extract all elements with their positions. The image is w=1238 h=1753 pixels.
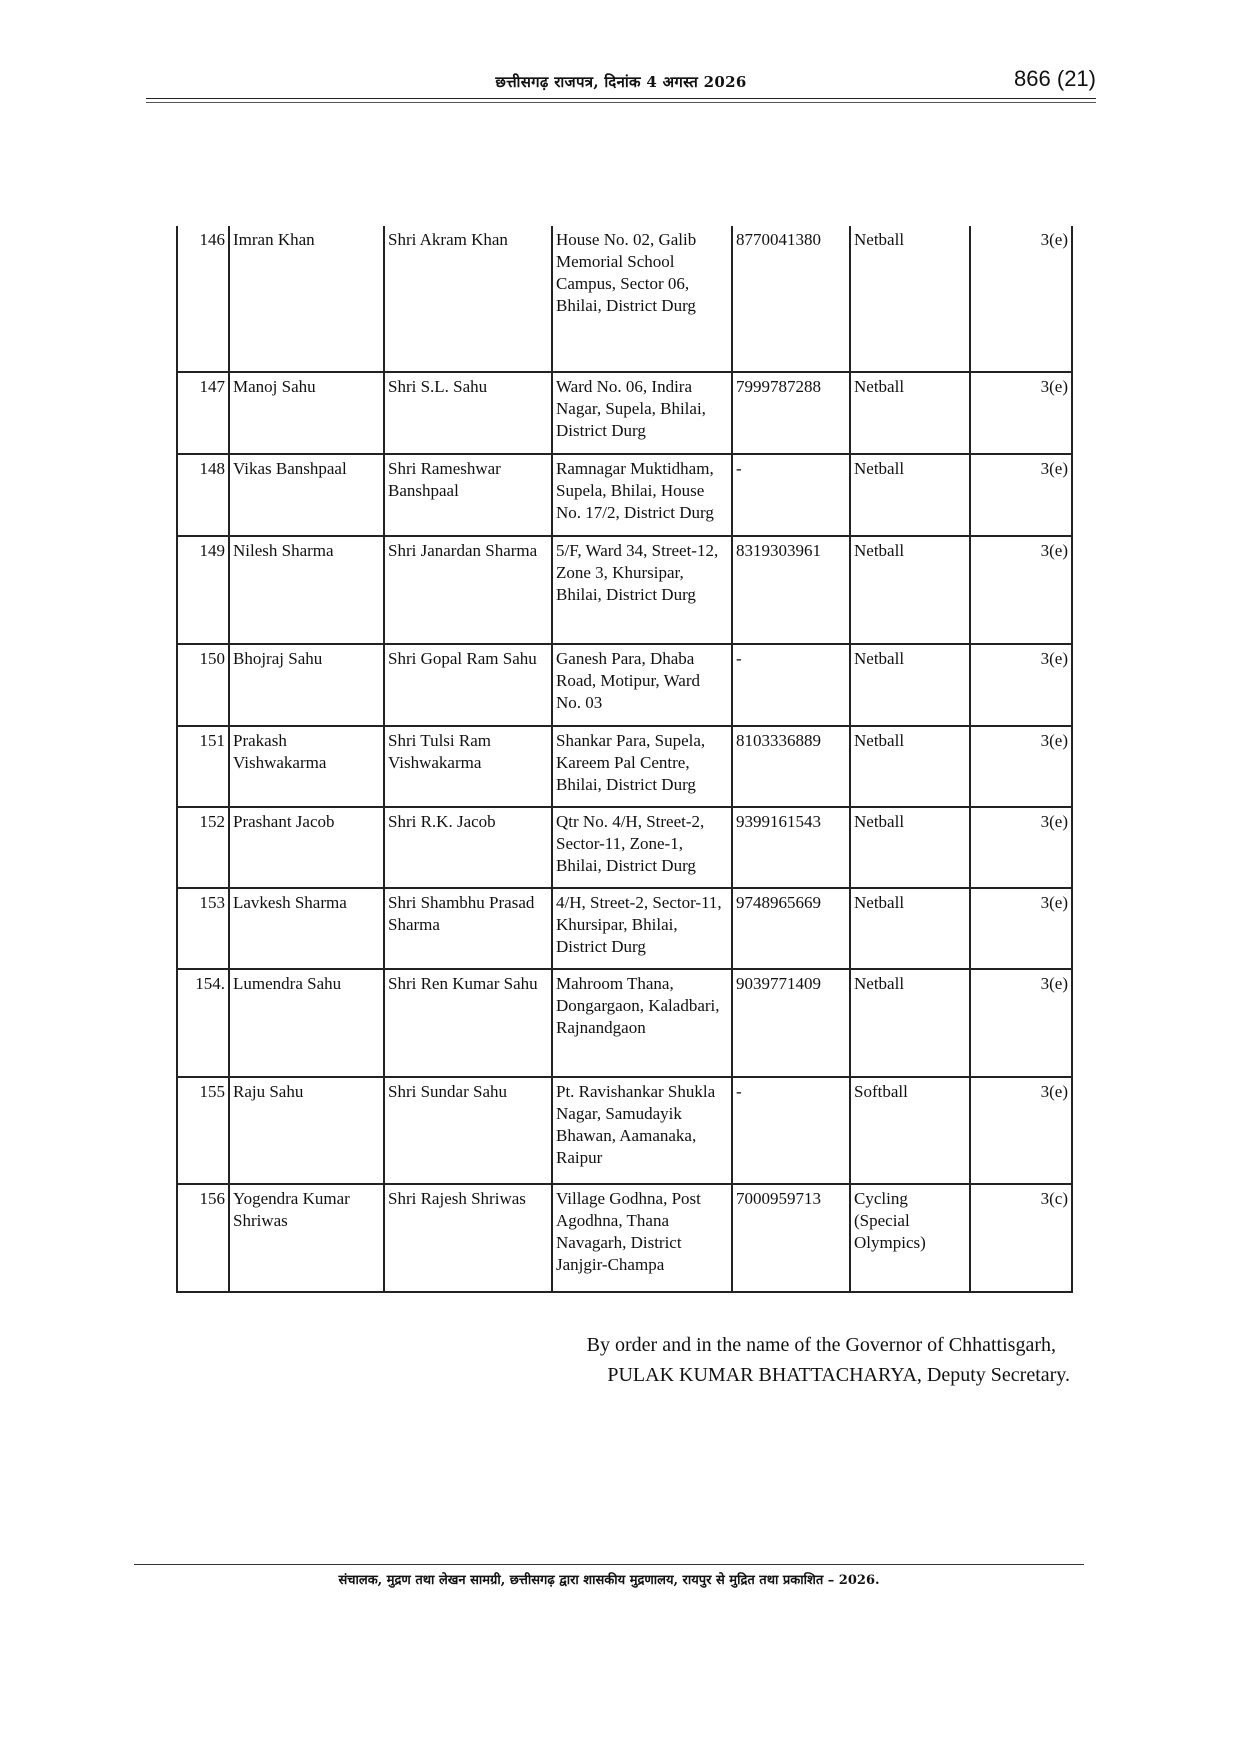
footer-divider (134, 1564, 1084, 1565)
player-name: Prashant Jacob (229, 807, 384, 888)
table-row (177, 888, 1072, 969)
serial-number: 155 (177, 1077, 229, 1184)
player-name: Yogendra Kumar Shriwas (229, 1184, 384, 1292)
father-name: Shri S.L. Sahu (384, 372, 552, 454)
sport: Netball (850, 726, 970, 807)
father-name: Shri Shambhu Prasad Sharma (384, 888, 552, 969)
address: Ramnagar Muktidham, Supela, Bhilai, House No. 17/2, District Durg (552, 454, 732, 536)
category: 3(e) (970, 226, 1072, 372)
category: 3(c) (970, 1184, 1072, 1292)
mobile-number: - (732, 644, 850, 726)
address: Pt. Ravishankar Shukla Nagar, Samudayik Bhawan, Aamanaka, Raipur (552, 1077, 732, 1184)
mobile-number: 9748965669 (732, 888, 850, 969)
player-name: Raju Sahu (229, 1077, 384, 1184)
header-divider (146, 98, 1096, 99)
address: 5/F, Ward 34, Street-12, Zone 3, Khursipar, Bhilai, District Durg (552, 536, 732, 644)
sport: Netball (850, 644, 970, 726)
category: 3(e) (970, 726, 1072, 807)
mobile-number: - (732, 1077, 850, 1184)
serial-number: 149 (177, 536, 229, 644)
signatory: PULAK KUMAR BHATTACHARYA, Deputy Secretary. (607, 1364, 1070, 1386)
header-divider-thin (146, 102, 1096, 103)
father-name: Shri Janardan Sharma (384, 536, 552, 644)
address: Ward No. 06, Indira Nagar, Supela, Bhilai, District Durg (552, 372, 732, 454)
player-name: Bhojraj Sahu (229, 644, 384, 726)
mobile-number: 8770041380 (732, 226, 850, 372)
serial-number: 151 (177, 726, 229, 807)
mobile-number: 9039771409 (732, 969, 850, 1077)
category: 3(e) (970, 536, 1072, 644)
serial-number: 146 (177, 226, 229, 372)
player-name: Imran Khan (229, 226, 384, 372)
father-name: Shri Gopal Ram Sahu (384, 644, 552, 726)
printer-line: संचालक, मुद्रण तथा लेखन सामग्री, छत्तीसगढ़ द्वारा शासकीय मुद्रणालय, रायपुर से मुद्रित तथा प्रकाशित – 2026. (338, 1573, 880, 1588)
sport: Netball (850, 536, 970, 644)
table-row (177, 372, 1072, 454)
table-row (177, 1077, 1072, 1184)
mobile-number: 7000959713 (732, 1184, 850, 1292)
serial-number: 153 (177, 888, 229, 969)
address: Village Godhna, Post Agodhna, Thana Navagarh, District Janjgir-Champa (552, 1184, 732, 1292)
sport: Cycling (Special Olympics) (850, 1184, 970, 1292)
player-name: Prakash Vishwakarma (229, 726, 384, 807)
table-row (177, 536, 1072, 644)
address: Shankar Para, Supela, Kareem Pal Centre, Bhilai, District Durg (552, 726, 732, 807)
address: House No. 02, Galib Memorial School Campus, Sector 06, Bhilai, District Durg (552, 226, 732, 372)
serial-number: 147 (177, 372, 229, 454)
mobile-number: - (732, 454, 850, 536)
serial-number: 148 (177, 454, 229, 536)
order-signature (420, 1330, 1070, 1390)
category: 3(e) (970, 454, 1072, 536)
table-row (177, 807, 1072, 888)
serial-number: 154. (177, 969, 229, 1077)
table-row (177, 226, 1072, 372)
player-name: Lumendra Sahu (229, 969, 384, 1077)
father-name: Shri R.K. Jacob (384, 807, 552, 888)
order-statement: By order and in the name of the Governor of Chhattisgarh, (586, 1334, 1056, 1356)
page-number: 866 (21) (1014, 66, 1096, 91)
player-name: Nilesh Sharma (229, 536, 384, 644)
table-row (177, 969, 1072, 1077)
father-name: Shri Akram Khan (384, 226, 552, 372)
sport: Softball (850, 1077, 970, 1184)
father-name: Shri Rameshwar Banshpaal (384, 454, 552, 536)
category: 3(e) (970, 372, 1072, 454)
player-name: Manoj Sahu (229, 372, 384, 454)
gazette-title: छत्तीसगढ़ राजपत्र, दिनांक 4 अगस्त 2026 (495, 73, 747, 91)
sport: Netball (850, 969, 970, 1077)
sport: Netball (850, 226, 970, 372)
sport: Netball (850, 807, 970, 888)
mobile-number: 8103336889 (732, 726, 850, 807)
table-row (177, 644, 1072, 726)
address: 4/H, Street-2, Sector-11, Khursipar, Bhilai, District Durg (552, 888, 732, 969)
page-header (146, 68, 1096, 96)
serial-number: 152 (177, 807, 229, 888)
sport: Netball (850, 372, 970, 454)
sport: Netball (850, 888, 970, 969)
serial-number: 156 (177, 1184, 229, 1292)
player-name: Lavkesh Sharma (229, 888, 384, 969)
serial-number: 150 (177, 644, 229, 726)
address: Qtr No. 4/H, Street-2, Sector-11, Zone-1, Bhilai, District Durg (552, 807, 732, 888)
father-name: Shri Tulsi Ram Vishwakarma (384, 726, 552, 807)
table-row (177, 726, 1072, 807)
mobile-number: 7999787288 (732, 372, 850, 454)
category: 3(e) (970, 644, 1072, 726)
player-table (176, 226, 1073, 1293)
mobile-number: 9399161543 (732, 807, 850, 888)
player-name: Vikas Banshpaal (229, 454, 384, 536)
father-name: Shri Rajesh Shriwas (384, 1184, 552, 1292)
mobile-number: 8319303961 (732, 536, 850, 644)
category: 3(e) (970, 888, 1072, 969)
category: 3(e) (970, 969, 1072, 1077)
address: Ganesh Para, Dhaba Road, Motipur, Ward No. 03 (552, 644, 732, 726)
table-row (177, 1184, 1072, 1292)
father-name: Shri Sundar Sahu (384, 1077, 552, 1184)
table-row (177, 454, 1072, 536)
category: 3(e) (970, 1077, 1072, 1184)
father-name: Shri Ren Kumar Sahu (384, 969, 552, 1077)
sport: Netball (850, 454, 970, 536)
category: 3(e) (970, 807, 1072, 888)
address: Mahroom Thana, Dongargaon, Kaladbari, Rajnandgaon (552, 969, 732, 1077)
